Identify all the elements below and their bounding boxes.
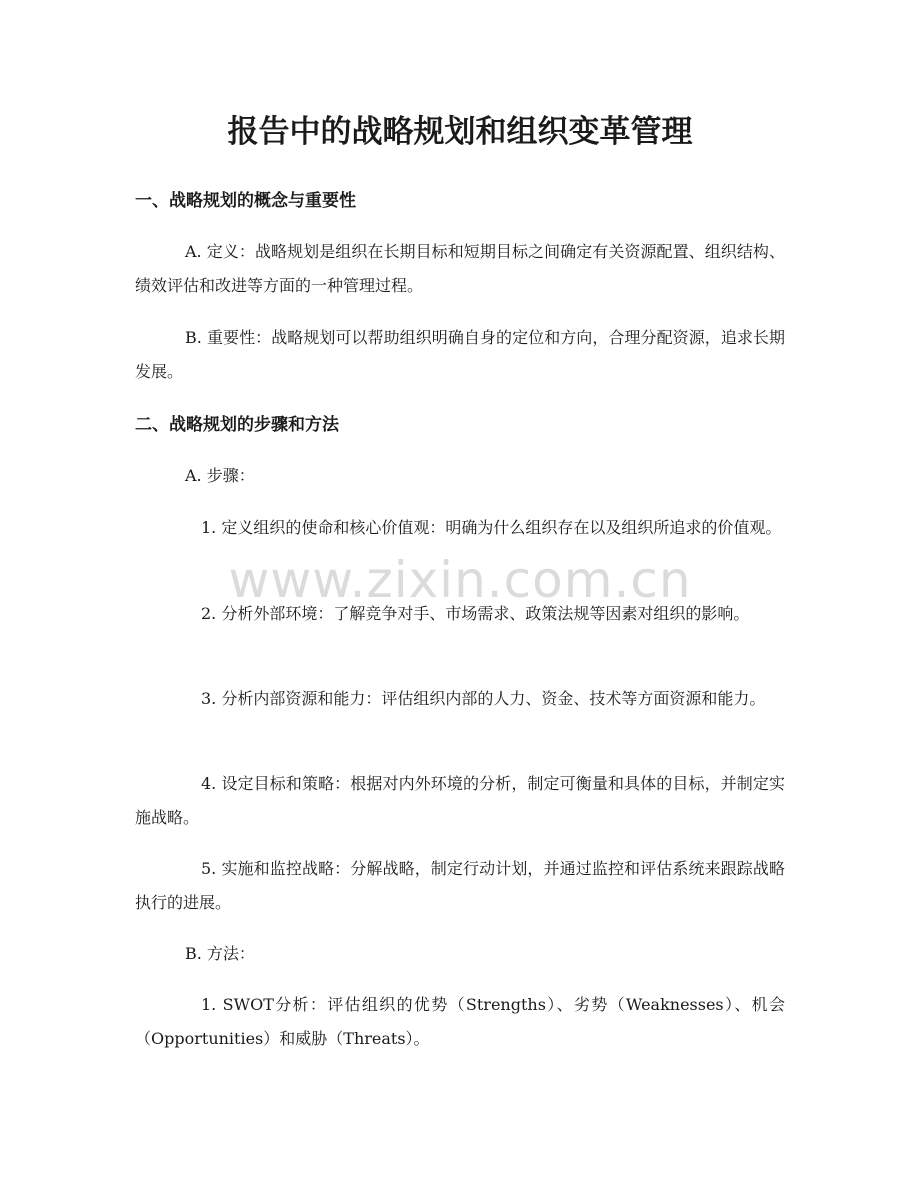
section-2-heading: 二、战略规划的步骤和方法 — [135, 415, 339, 435]
section-1-importance-paragraph: B. 重要性：战略规划可以帮助组织明确自身的定位和方向，合理分配资源，追求长期发展。 — [135, 328, 785, 381]
steps-label: A. 步骤： — [185, 466, 255, 485]
step-2-paragraph: 2. 分析外部环境：了解竞争对手、市场需求、政策法规等因素对组织的影响。 — [201, 604, 750, 623]
section-1-definition-paragraph: A. 定义：战略规划是组织在长期目标和短期目标之间确定有关资源配置、组织结构、绩效评估和改进等方面的一种管理过程。 — [135, 242, 785, 295]
watermark: www.zixin.com.cn — [228, 551, 692, 609]
step-3-paragraph: 3. 分析内部资源和能力：评估组织内部的人力、资金、技术等方面资源和能力。 — [201, 689, 766, 708]
document-title: 报告中的战略规划和组织变革管理 — [227, 114, 693, 150]
section-1-heading: 一、战略规划的概念与重要性 — [135, 191, 356, 211]
step-5-paragraph: 5. 实施和监控战略：分解战略，制定行动计划，并通过监控和评估系统来跟踪战略执行的进展。 — [135, 859, 785, 912]
method-1-paragraph: 1. SWOT分析：评估组织的优势（Strengths）、劣势（Weaknesses）、机会（Opportunities）和威胁（Threats）。 — [135, 995, 785, 1048]
step-1-paragraph: 1. 定义组织的使命和核心价值观：明确为什么组织存在以及组织所追求的价值观。 — [201, 518, 782, 537]
step-4-paragraph: 4. 设定目标和策略：根据对内外环境的分析，制定可衡量和具体的目标，并制定实施战略。 — [135, 774, 785, 827]
methods-label: B. 方法： — [185, 944, 255, 963]
